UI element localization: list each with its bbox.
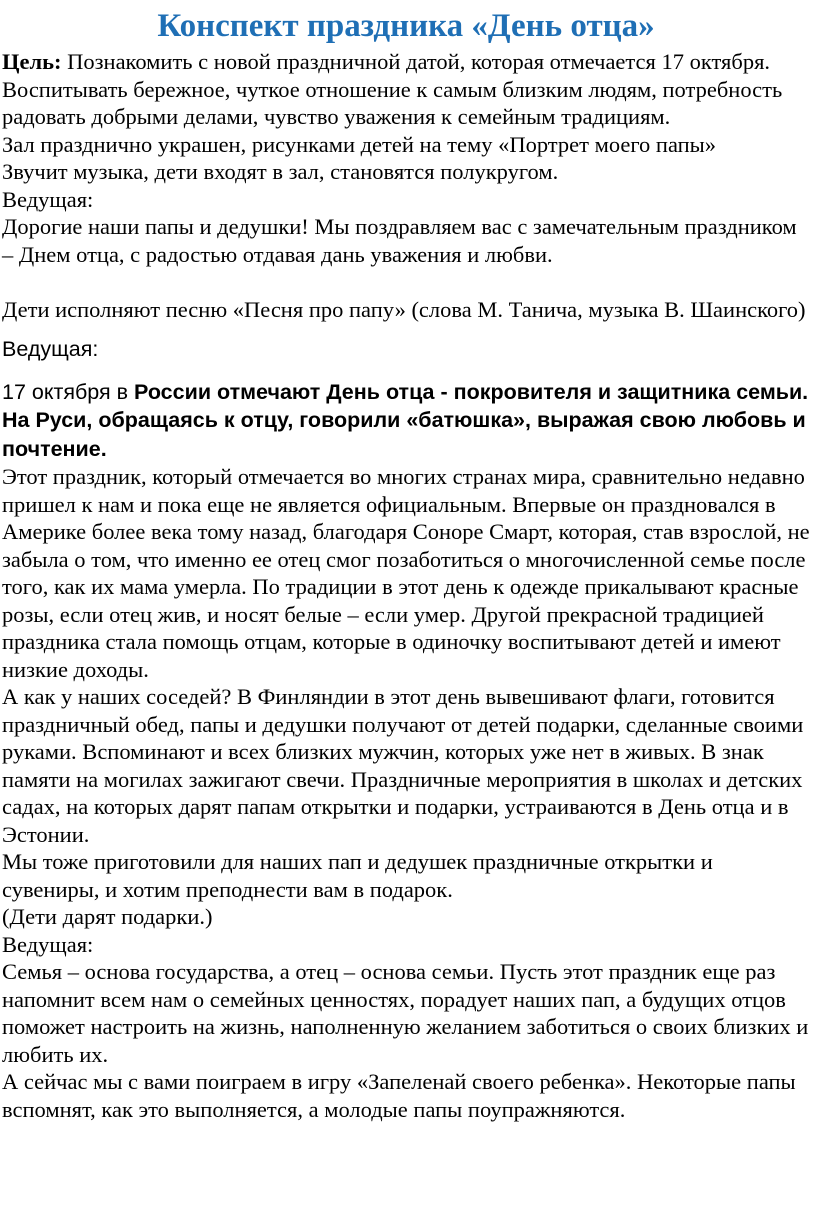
hall-paragraph: Зал празднично украшен, рисунками детей на тему «Портрет моего папы» [2,131,717,157]
neighbors-paragraph: А как у наших соседей? В Финляндии в этот день вывешивают флаги, готовится праздничный обед, папы и дедушки получают от детей подарки, сделанные своими руками. Вспоминают и всех близких мужчин, которых уже нет в живых. В знак памяти на могилах зажигают свечи. Праздничные мероприятия в школах и детских садах, на которых дарят папам открытки и подарки, устраиваются в День отца и в Эстонии. [2,684,804,847]
gifts-action: (Дети дарят подарки.) [2,904,213,929]
music-paragraph: Звучит музыка, дети входят в зал, становятся полукругом. [2,159,559,184]
goal-text: Познакомить с новой праздничной датой, которая отмечается 17 октября. Воспитывать бережное, чуткое отношение к самым близким людям, потребность радовать добрыми делами, чувство уважения к семейным традициям. [2,49,783,129]
empty-line [2,268,810,296]
holiday-paragraph: Этот праздник, который отмечается во многих странах мира, сравнительно недавно пришел к нам и пока еще не является официальным. Впервые он праздновался в Америке более века тому назад, благодаря Соноре Смарт, которая, став взрослой, не забыла о том, что именно ее отец смог позаботиться о многочисленной семье после того, как их мама умерла. По традиции в этот день к одежде прикалывают красные розы, если отец жив, и носят белые – если умер. Другой прекрасной традицией праздника стала помощь отцам, которые в одиночку воспитывают детей и имеют низкие доходы. [2,464,810,682]
host-label: Ведущая: [2,931,94,957]
game-paragraph: А сейчас мы с вами поиграем в игру «Запеленай своего ребенка». Некоторые папы вспомнят, как это выполняется, а молодые папы поупражняются. [2,1069,796,1122]
family-paragraph: Семья – основа государства, а отец – основа семьи. Пусть этот праздник еще раз напомнит всем нам о семейных ценностях, порадует наших пап, а будущих отцов поможет настроить на жизнь, наполненную желанием заботиться о своих близких и любить их. [2,959,809,1067]
greeting-paragraph: Дорогие наши папы и дедушки! Мы поздравляем вас с замечательным праздником – Днем отца, с радостью отдавая дань уважения и любви. [2,214,797,267]
russia-prefix: 17 октября в [2,379,135,404]
host-label: Ведущая: [2,337,99,361]
song-paragraph: Дети исполняют песню «Песня про папу» (слова М. Танича, музыка В. Шаинского) [2,296,806,322]
spacer [2,364,810,378]
russia-bold-text: России отмечают День отца - покровителя и защитника семьи. На Руси, обращаясь к отцу, говорили «батюшка», выражая свою любовь и почтение. [2,379,809,461]
goal-paragraph [2,48,810,131]
host-label: Ведущая: [2,186,94,212]
spacer [2,323,810,335]
gifts-paragraph: Мы тоже приготовили для наших пап и дедушек праздничные открытки и сувениры, и хотим преподнести вам в подарок. [2,849,713,902]
russia-paragraph [2,378,810,464]
page-title: Конспект праздника «День отца» [157,8,655,44]
goal-label: Цель: [2,49,62,74]
